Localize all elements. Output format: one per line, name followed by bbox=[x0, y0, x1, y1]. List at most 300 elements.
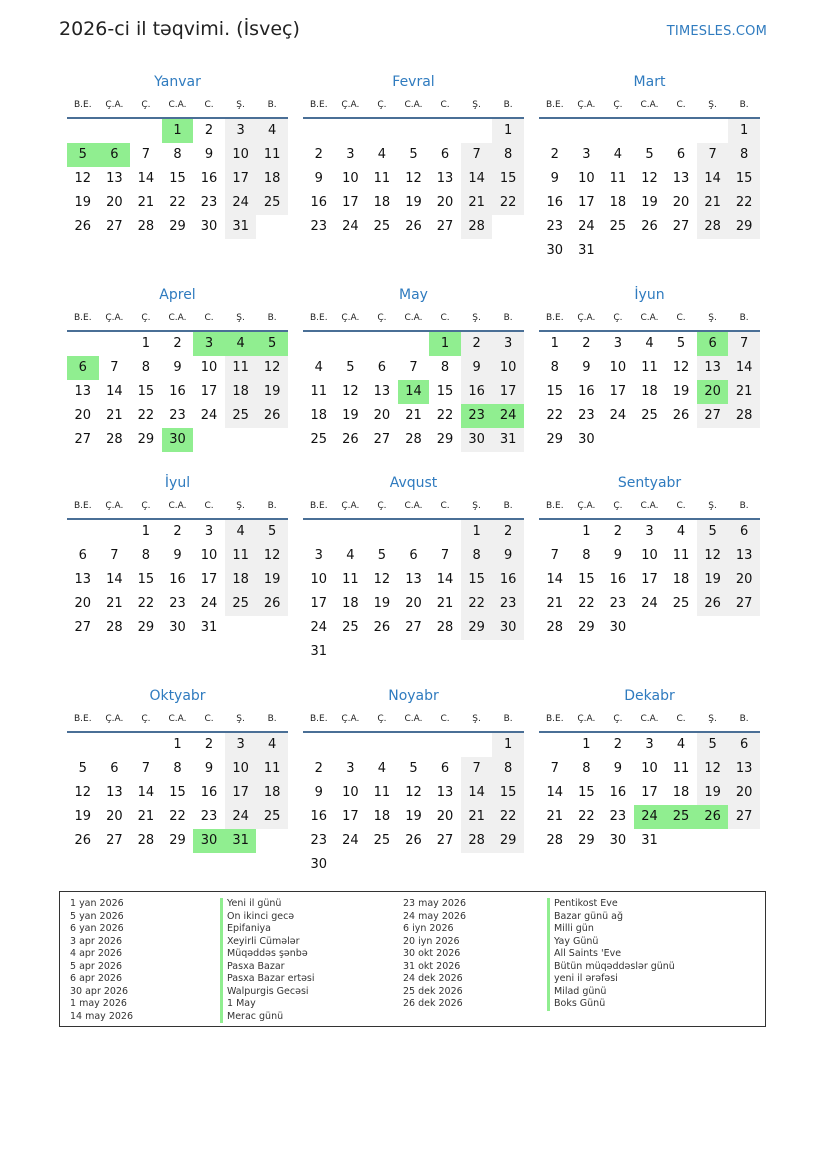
day-cell: 31 bbox=[200, 620, 218, 635]
empty-day-cell bbox=[539, 733, 571, 757]
holiday-day-cell: 24 bbox=[492, 404, 524, 428]
day-cell: 19 bbox=[672, 384, 690, 399]
day-cell: 18 bbox=[609, 195, 627, 210]
weekday-label: C.A. bbox=[168, 313, 187, 323]
day-cell: 28 bbox=[436, 620, 454, 635]
day-cell: 28 bbox=[546, 620, 564, 635]
holiday-day-cell: 31 bbox=[225, 829, 257, 853]
day-cell: 13 bbox=[672, 171, 690, 186]
day-cell: 26 bbox=[74, 833, 92, 848]
day-cell: 25 bbox=[310, 432, 328, 447]
weekday-label: Ç. bbox=[613, 313, 623, 323]
day-cell: 12 bbox=[697, 544, 729, 568]
weekday-label: Ş. bbox=[708, 714, 717, 724]
empty-day-cell bbox=[335, 332, 367, 356]
day-cell: 20 bbox=[106, 809, 123, 824]
day-cell: 11 bbox=[256, 757, 288, 781]
day-cell: 3 bbox=[346, 147, 355, 162]
weekday-label: Ş. bbox=[472, 313, 481, 323]
empty-day-cell bbox=[461, 119, 493, 143]
day-cell: 5 bbox=[676, 336, 686, 351]
day-cell: 24 bbox=[225, 191, 257, 215]
day-cell: 6 bbox=[728, 733, 760, 757]
weekday-label: B.E. bbox=[545, 714, 564, 724]
day-cell: 16 bbox=[200, 171, 218, 186]
day-cell: 23 bbox=[200, 809, 218, 824]
day-cell: 11 bbox=[256, 143, 288, 167]
day-cell: 26 bbox=[256, 404, 288, 428]
legend-holiday-name: yeni il ərəfəsi bbox=[547, 973, 675, 986]
day-cell: 1 bbox=[550, 336, 559, 351]
month-name: Aprel bbox=[159, 287, 196, 303]
day-cell: 23 bbox=[310, 219, 328, 234]
day-cell: 9 bbox=[492, 544, 524, 568]
day-cell: 28 bbox=[461, 215, 493, 239]
weekday-label: Ç. bbox=[377, 100, 387, 110]
day-cell: 1 bbox=[461, 520, 493, 544]
day-cell: 30 bbox=[169, 620, 186, 635]
legend-holiday-name: Müqəddəs şənbə bbox=[220, 948, 315, 961]
day-cell: 19 bbox=[697, 568, 729, 592]
weekday-label: C.A. bbox=[168, 501, 187, 511]
day-cell: 26 bbox=[256, 592, 288, 616]
empty-day-cell bbox=[67, 332, 99, 356]
weekday-header bbox=[303, 94, 524, 119]
day-cell: 6 bbox=[110, 761, 119, 776]
weekday-label: Ş. bbox=[472, 714, 481, 724]
empty-day-cell bbox=[461, 733, 493, 757]
legend-date: 20 iyn 2026 bbox=[403, 935, 460, 947]
weekday-label: B.E. bbox=[545, 501, 564, 511]
day-cell: 31 bbox=[310, 644, 328, 659]
empty-day-cell bbox=[303, 733, 335, 757]
day-cell: 22 bbox=[169, 195, 186, 210]
day-cell: 6 bbox=[676, 147, 686, 162]
day-cell: 27 bbox=[436, 833, 454, 848]
day-cell: 27 bbox=[436, 219, 454, 234]
month-block bbox=[539, 283, 760, 452]
weekday-label: B. bbox=[739, 100, 749, 110]
legend-holiday-name: Milad günü bbox=[547, 986, 675, 999]
day-cell: 22 bbox=[492, 805, 524, 829]
weekday-label: B.E. bbox=[309, 313, 328, 323]
day-cell: 19 bbox=[373, 596, 391, 611]
weekday-label: C.A. bbox=[640, 714, 659, 724]
day-cell: 18 bbox=[373, 809, 391, 824]
legend-date: 14 may 2026 bbox=[70, 1010, 134, 1022]
day-cell: 5 bbox=[409, 147, 418, 162]
day-cell: 27 bbox=[74, 432, 92, 447]
weekday-header bbox=[67, 708, 288, 733]
day-cell: 30 bbox=[546, 243, 564, 258]
day-cell: 7 bbox=[141, 147, 151, 162]
days-grid bbox=[67, 520, 288, 640]
day-cell: 29 bbox=[169, 219, 186, 234]
weekday-label: C. bbox=[676, 100, 686, 110]
day-cell: 18 bbox=[256, 167, 288, 191]
empty-day-cell bbox=[602, 119, 634, 143]
day-cell: 27 bbox=[697, 404, 729, 428]
empty-day-cell bbox=[539, 520, 571, 544]
day-cell: 10 bbox=[492, 356, 524, 380]
day-cell: 20 bbox=[436, 809, 454, 824]
weekday-label: C.A. bbox=[404, 714, 423, 724]
empty-day-cell bbox=[366, 332, 398, 356]
weekday-label: Ç.A. bbox=[341, 100, 360, 110]
day-cell: 23 bbox=[492, 592, 524, 616]
day-cell: 2 bbox=[173, 336, 182, 351]
days-grid bbox=[303, 520, 524, 664]
days-grid bbox=[67, 119, 288, 239]
day-cell: 8 bbox=[141, 548, 151, 563]
day-cell: 20 bbox=[728, 568, 760, 592]
month-block bbox=[539, 684, 760, 853]
day-cell: 15 bbox=[169, 171, 186, 186]
day-cell: 29 bbox=[137, 620, 155, 635]
day-cell: 8 bbox=[582, 761, 591, 776]
holiday-day-cell: 30 bbox=[162, 428, 194, 452]
weekday-label: B. bbox=[503, 714, 513, 724]
day-cell: 8 bbox=[141, 360, 151, 375]
day-cell: 9 bbox=[204, 147, 214, 162]
day-cell: 3 bbox=[492, 332, 524, 356]
day-cell: 27 bbox=[74, 620, 92, 635]
empty-day-cell bbox=[335, 520, 367, 544]
empty-day-cell bbox=[303, 119, 335, 143]
day-cell: 8 bbox=[173, 147, 182, 162]
day-cell: 24 bbox=[342, 833, 359, 848]
day-cell: 3 bbox=[204, 524, 214, 539]
weekday-label: Ş. bbox=[708, 100, 717, 110]
weekday-header bbox=[67, 495, 288, 520]
day-cell: 27 bbox=[728, 592, 760, 616]
day-cell: 29 bbox=[436, 432, 454, 447]
day-cell: 7 bbox=[461, 143, 493, 167]
day-cell: 18 bbox=[225, 568, 257, 592]
day-cell: 1 bbox=[141, 524, 151, 539]
weekday-label: Ç.A. bbox=[105, 501, 124, 511]
day-cell: 10 bbox=[342, 785, 359, 800]
day-cell: 25 bbox=[609, 219, 627, 234]
weekday-label: Ç. bbox=[377, 501, 387, 511]
day-cell: 12 bbox=[74, 171, 92, 186]
day-cell: 27 bbox=[728, 805, 760, 829]
day-cell: 9 bbox=[613, 761, 623, 776]
day-cell: 20 bbox=[405, 596, 422, 611]
day-cell: 4 bbox=[676, 524, 686, 539]
weekday-label: Ç. bbox=[141, 714, 151, 724]
day-cell: 29 bbox=[578, 833, 595, 848]
day-cell: 29 bbox=[169, 833, 186, 848]
day-cell: 8 bbox=[440, 360, 450, 375]
legend-date: 31 okt 2026 bbox=[403, 960, 461, 972]
day-cell: 18 bbox=[672, 785, 690, 800]
day-cell: 4 bbox=[645, 336, 654, 351]
day-cell: 30 bbox=[310, 857, 328, 872]
day-cell: 1 bbox=[492, 733, 524, 757]
month-name: Mart bbox=[633, 74, 666, 90]
days-grid bbox=[539, 520, 760, 640]
day-cell: 23 bbox=[609, 809, 627, 824]
day-cell: 18 bbox=[672, 572, 690, 587]
weekday-label: Ş. bbox=[708, 501, 717, 511]
day-cell: 21 bbox=[461, 805, 493, 829]
weekday-label: B. bbox=[503, 100, 513, 110]
day-cell: 21 bbox=[436, 596, 454, 611]
day-cell: 14 bbox=[436, 572, 454, 587]
weekday-label: B.E. bbox=[73, 714, 92, 724]
day-cell: 12 bbox=[373, 572, 391, 587]
day-cell: 4 bbox=[346, 548, 355, 563]
day-cell: 17 bbox=[578, 195, 595, 210]
day-cell: 3 bbox=[225, 119, 257, 143]
day-cell: 5 bbox=[697, 733, 729, 757]
day-cell: 29 bbox=[578, 620, 595, 635]
day-cell: 16 bbox=[578, 384, 595, 399]
day-cell: 17 bbox=[609, 384, 627, 399]
day-cell: 3 bbox=[645, 737, 654, 752]
day-cell: 19 bbox=[405, 195, 422, 210]
holiday-day-cell: 25 bbox=[665, 805, 697, 829]
weekday-label: C. bbox=[440, 714, 450, 724]
day-cell: 19 bbox=[256, 568, 288, 592]
month-block bbox=[67, 471, 288, 640]
holiday-day-cell: 4 bbox=[225, 332, 257, 356]
weekday-label: C.A. bbox=[404, 501, 423, 511]
weekday-label: Ç.A. bbox=[577, 714, 596, 724]
day-cell: 26 bbox=[373, 620, 391, 635]
day-cell: 19 bbox=[256, 380, 288, 404]
weekday-label: B. bbox=[267, 501, 277, 511]
weekday-label: Ş. bbox=[236, 714, 245, 724]
weekday-label: Ş. bbox=[236, 313, 245, 323]
day-cell: 16 bbox=[546, 195, 564, 210]
empty-day-cell bbox=[303, 520, 335, 544]
day-cell: 14 bbox=[728, 356, 760, 380]
day-cell: 31 bbox=[641, 833, 658, 848]
weekday-label: C. bbox=[204, 714, 214, 724]
day-cell: 18 bbox=[256, 781, 288, 805]
day-cell: 21 bbox=[137, 809, 155, 824]
day-cell: 22 bbox=[137, 408, 155, 423]
weekday-label: Ç.A. bbox=[341, 501, 360, 511]
weekday-label: B. bbox=[267, 100, 277, 110]
day-cell: 12 bbox=[641, 171, 658, 186]
day-cell: 7 bbox=[550, 548, 559, 563]
day-cell: 23 bbox=[169, 596, 186, 611]
empty-day-cell bbox=[335, 119, 367, 143]
weekday-label: C. bbox=[676, 714, 686, 724]
month-name: Noyabr bbox=[388, 688, 439, 704]
day-cell: 26 bbox=[641, 219, 658, 234]
day-cell: 14 bbox=[137, 171, 155, 186]
day-cell: 2 bbox=[314, 147, 323, 162]
holiday-day-cell: 30 bbox=[193, 829, 225, 853]
day-cell: 12 bbox=[405, 785, 422, 800]
day-cell: 21 bbox=[405, 408, 422, 423]
day-cell: 3 bbox=[613, 336, 623, 351]
day-cell: 31 bbox=[578, 243, 595, 258]
day-cell: 24 bbox=[200, 596, 218, 611]
weekday-label: C. bbox=[440, 313, 450, 323]
day-cell: 22 bbox=[728, 191, 760, 215]
day-cell: 22 bbox=[169, 809, 186, 824]
day-cell: 18 bbox=[310, 408, 328, 423]
legend-date: 30 okt 2026 bbox=[403, 948, 461, 959]
day-cell: 9 bbox=[314, 785, 323, 800]
day-cell: 27 bbox=[672, 219, 690, 234]
day-cell: 7 bbox=[697, 143, 729, 167]
day-cell: 27 bbox=[405, 620, 422, 635]
day-cell: 25 bbox=[225, 592, 257, 616]
day-cell: 24 bbox=[609, 408, 627, 423]
day-cell: 28 bbox=[137, 833, 155, 848]
day-cell: 1 bbox=[492, 119, 524, 143]
legend-holiday-name: Pentikost Eve bbox=[547, 898, 675, 911]
day-cell: 15 bbox=[492, 167, 524, 191]
day-cell: 21 bbox=[106, 408, 123, 423]
day-cell: 7 bbox=[728, 332, 760, 356]
day-cell: 21 bbox=[697, 191, 729, 215]
day-cell: 25 bbox=[256, 805, 288, 829]
weekday-label: Ç.A. bbox=[105, 313, 124, 323]
legend-date: 24 may 2026 bbox=[403, 910, 467, 922]
weekday-header bbox=[539, 307, 760, 332]
empty-day-cell bbox=[429, 520, 461, 544]
day-cell: 2 bbox=[582, 336, 591, 351]
day-cell: 30 bbox=[461, 428, 493, 452]
day-cell: 15 bbox=[169, 785, 186, 800]
empty-day-cell bbox=[429, 119, 461, 143]
day-cell: 3 bbox=[645, 524, 654, 539]
day-cell: 24 bbox=[200, 408, 218, 423]
legend-holiday-name: Milli gün bbox=[547, 923, 675, 936]
day-cell: 11 bbox=[225, 544, 257, 568]
day-cell: 20 bbox=[672, 195, 690, 210]
day-cell: 4 bbox=[314, 360, 323, 375]
day-cell: 23 bbox=[609, 596, 627, 611]
site-link[interactable]: TIMESLES.COM bbox=[666, 24, 767, 39]
days-grid bbox=[539, 332, 760, 452]
weekday-label: C. bbox=[204, 313, 214, 323]
day-cell: 7 bbox=[141, 761, 151, 776]
month-block bbox=[539, 70, 760, 263]
month-name: Yanvar bbox=[154, 74, 201, 90]
legend-date: 3 apr 2026 bbox=[70, 935, 123, 947]
day-cell: 22 bbox=[492, 191, 524, 215]
day-cell: 27 bbox=[373, 432, 391, 447]
day-cell: 2 bbox=[173, 524, 182, 539]
weekday-label: Ç. bbox=[613, 100, 623, 110]
weekday-header bbox=[539, 495, 760, 520]
day-cell: 10 bbox=[578, 171, 595, 186]
day-cell: 17 bbox=[342, 809, 359, 824]
legend-date: 1 yan 2026 bbox=[70, 898, 124, 909]
day-cell: 19 bbox=[74, 195, 92, 210]
weekday-label: B. bbox=[739, 501, 749, 511]
day-cell: 19 bbox=[405, 809, 422, 824]
weekday-label: Ç.A. bbox=[577, 501, 596, 511]
day-cell: 12 bbox=[74, 785, 92, 800]
day-cell: 13 bbox=[106, 785, 123, 800]
day-cell: 17 bbox=[225, 167, 257, 191]
month-block bbox=[303, 283, 524, 452]
legend-date: 5 yan 2026 bbox=[70, 910, 124, 922]
day-cell: 25 bbox=[256, 191, 288, 215]
day-cell: 19 bbox=[697, 781, 729, 805]
day-cell: 20 bbox=[74, 408, 92, 423]
day-cell: 30 bbox=[492, 616, 524, 640]
empty-day-cell bbox=[366, 733, 398, 757]
weekday-label: C.A. bbox=[404, 313, 423, 323]
day-cell: 2 bbox=[613, 737, 623, 752]
day-cell: 26 bbox=[405, 219, 422, 234]
weekday-label: B.E. bbox=[309, 100, 328, 110]
day-cell: 11 bbox=[373, 785, 391, 800]
day-cell: 19 bbox=[342, 408, 359, 423]
legend-holiday-name: Yeni il günü bbox=[220, 898, 315, 911]
legend-holiday-name: Merac günü bbox=[220, 1011, 315, 1024]
day-cell: 14 bbox=[546, 572, 564, 587]
day-cell: 29 bbox=[137, 432, 155, 447]
day-cell: 13 bbox=[74, 572, 92, 587]
weekday-label: C.A. bbox=[640, 501, 659, 511]
day-cell: 15 bbox=[728, 167, 760, 191]
day-cell: 13 bbox=[436, 171, 454, 186]
day-cell: 9 bbox=[173, 548, 182, 563]
weekday-label: Ş. bbox=[708, 313, 717, 323]
holiday-day-cell: 6 bbox=[67, 356, 99, 380]
day-cell: 3 bbox=[225, 733, 257, 757]
empty-day-cell bbox=[398, 119, 430, 143]
day-cell: 20 bbox=[436, 195, 454, 210]
day-cell: 15 bbox=[546, 384, 564, 399]
weekday-header bbox=[67, 94, 288, 119]
day-cell: 25 bbox=[373, 833, 391, 848]
empty-day-cell bbox=[398, 332, 430, 356]
legend-holiday-name: Pasxa Bazar ertəsi bbox=[220, 973, 315, 986]
day-cell: 2 bbox=[613, 524, 623, 539]
holiday-day-cell: 1 bbox=[429, 332, 461, 356]
day-cell: 2 bbox=[204, 737, 214, 752]
day-cell: 28 bbox=[405, 432, 422, 447]
day-cell: 24 bbox=[310, 620, 328, 635]
weekday-label: C. bbox=[676, 501, 686, 511]
month-block bbox=[539, 471, 760, 640]
day-cell: 16 bbox=[492, 568, 524, 592]
day-cell: 21 bbox=[137, 195, 155, 210]
day-cell: 2 bbox=[314, 761, 323, 776]
day-cell: 16 bbox=[310, 809, 328, 824]
weekday-label: C.A. bbox=[168, 100, 187, 110]
day-cell: 13 bbox=[697, 356, 729, 380]
legend-holiday-name: Epifaniya bbox=[220, 923, 315, 936]
month-name: Avqust bbox=[389, 475, 438, 491]
weekday-label: Ç. bbox=[613, 501, 623, 511]
day-cell: 17 bbox=[342, 195, 359, 210]
day-cell: 10 bbox=[225, 757, 257, 781]
day-cell: 11 bbox=[225, 356, 257, 380]
day-cell: 28 bbox=[106, 432, 123, 447]
day-cell: 11 bbox=[672, 548, 690, 563]
day-cell: 8 bbox=[728, 143, 760, 167]
month-name: Fevral bbox=[392, 74, 435, 90]
day-cell: 20 bbox=[106, 195, 123, 210]
weekday-label: C.A. bbox=[640, 100, 659, 110]
day-cell: 11 bbox=[310, 384, 328, 399]
legend-holiday-name: Boks Günü bbox=[547, 998, 675, 1011]
day-cell: 13 bbox=[106, 171, 123, 186]
